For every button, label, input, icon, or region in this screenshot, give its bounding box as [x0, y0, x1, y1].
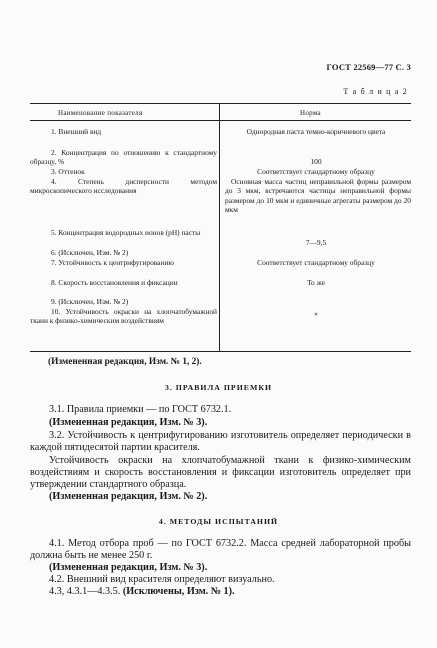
table-row-norm: Соответствует стандартному образцу — [257, 167, 375, 176]
paragraph-4-1-note: (Измененная редакция, Изм. № 3). — [49, 562, 208, 573]
page-header-code: ГОСТ 22569—77 С. 3 — [326, 62, 411, 72]
section-3-title: 3. ПРАВИЛА ПРИЕМКИ — [164, 383, 273, 392]
paragraph-4-3: 4.3, 4.3.1—4.3.5. (Исключены, Изм. № 1). — [49, 586, 235, 597]
table-row-name: 9. (Исключен, Изм. № 2) — [51, 297, 129, 306]
table-row-norm: Однородная паста темно-коричневого цвета — [246, 127, 386, 136]
table-row-name: 10. Устойчивость окраски на хлопчатобумажной ткани к физико-химическим воздействиям — [30, 307, 217, 326]
table-row-name: 4. Степень дисперсности методом микроскопического исследования — [30, 177, 217, 196]
table-row-name: 3. Оттенок — [51, 167, 85, 176]
paragraph-3-2-cont: Устойчивость окраски на хлопчатобумажной ткани к физико-химическим воздействиям и скорость восстановления и фиксации изготовитель определяет при утверждении стандартного образца. — [30, 455, 411, 491]
table-row-name: 2. Концентрация по отношению к стандартному образцу, % — [30, 148, 217, 167]
table-row-norm: 7—9,5 — [305, 238, 327, 247]
paragraph-3-1-note: (Измененная редакция, Изм. № 3). — [49, 417, 208, 428]
table-row-norm: » — [314, 309, 318, 318]
paragraph-3-2-note: (Измененная редакция, Изм. № 2). — [49, 491, 208, 502]
table-row-norm: 100 — [310, 157, 322, 166]
table-row-name: 7. Устойчивость к центрифугированию — [51, 258, 174, 267]
section-4-title: 4. МЕТОДЫ ИСПЫТАНИЙ — [158, 517, 279, 526]
table-row-norm: Основная масса частиц неправильной формы размером до 3 мкм, встречаются частицы неправильной формы размером до 10 мкм и единичные агрегаты размером до 20 мкм — [225, 177, 411, 214]
table-row-name: 1. Внешний вид — [51, 127, 102, 136]
table-row-name: 5. Концентрация водородных ионов (рН) пасты — [51, 228, 201, 237]
paragraph-4-2: 4.2. Внешний вид красителя определяют визуально. — [49, 574, 275, 585]
paragraph-3-2: 3.2. Устойчивость к центрифугированию изготовитель определяет периодически в каждой пятидесятой партии красителя. — [30, 430, 411, 454]
table-top-rule — [30, 103, 411, 104]
table-row-norm: Соответствует стандартному образцу — [257, 258, 375, 267]
table-bottom-rule — [30, 351, 411, 352]
table-caption: Т а б л и ц а 2 — [343, 87, 408, 96]
table-column-divider — [219, 103, 220, 352]
table-amendment-note: (Измененная редакция, Изм. № 1, 2). — [48, 357, 202, 367]
table-row-name: 6. (Исключен, Изм. № 2) — [51, 248, 129, 257]
table-header-name: Наименование показателя — [58, 109, 143, 117]
table-header-rule — [30, 120, 411, 121]
table-header-norm: Норма — [300, 109, 321, 117]
paragraph-3-1: 3.1. Правила приемки — по ГОСТ 6732.1. — [49, 404, 232, 415]
paragraph-4-1: 4.1. Метод отбора проб — по ГОСТ 6732.2. Масса средней лабораторной пробы должна быть не менее 250 г. — [30, 538, 411, 562]
table-row-norm: То же — [307, 278, 325, 287]
table-row-name: 8. Скорость восстановления и фиксации — [51, 278, 178, 287]
